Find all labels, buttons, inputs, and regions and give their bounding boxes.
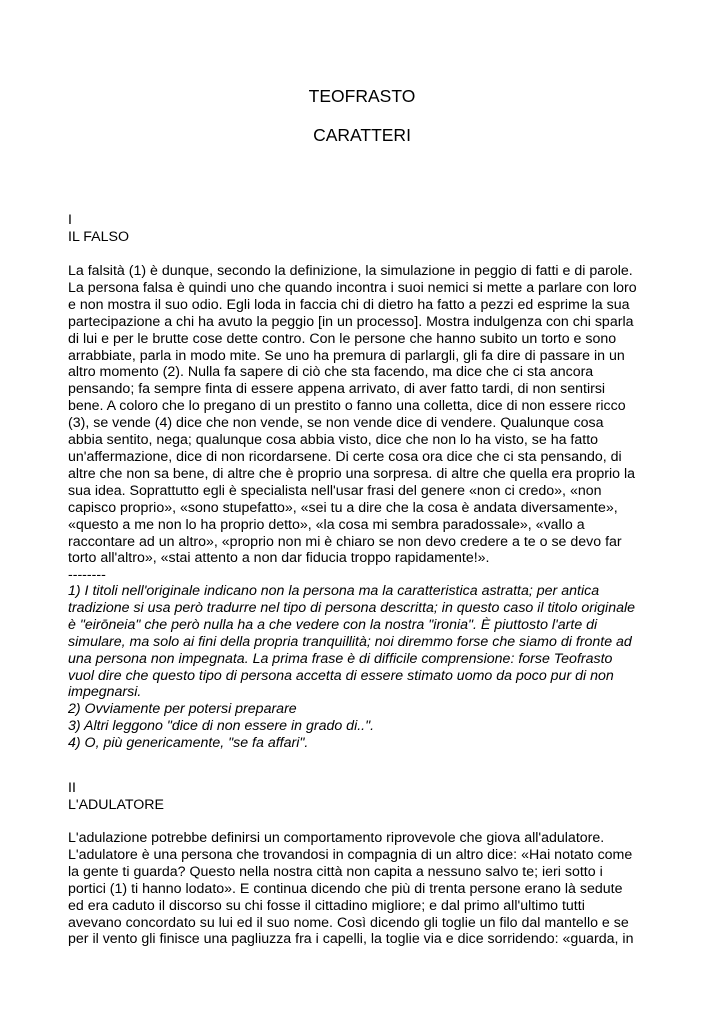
paragraph-line: La persona falsa è quindi uno che quando incontra i suoi nemici si mette a parlare con loro — [68, 279, 637, 296]
paragraph-line: un'affermazione, dice di non ricordarsene. Di certe cosa ora dice che ci sta pensando, di — [68, 448, 622, 465]
chapter-1-separator — [68, 567, 668, 584]
footnote-line: tradizione si usa però tradurre nel tipo di persona descritta; in questo caso il titolo originale — [68, 599, 636, 616]
chapter-2-heading: L'ADULATORE — [68, 796, 165, 813]
paragraph-line: la gente ti guarda? Questo nella nostra città non capita a nessuno salvo te; ieri sotto i — [68, 863, 603, 880]
paragraph-line: avevano concordato su lui ed il suo nome. Così dicendo gli toglie un filo dal mantello e se — [68, 914, 629, 931]
footnote-line: 3) Altri leggono "dice di non essere in grado di..". — [68, 718, 375, 735]
chapter-2-body — [68, 830, 668, 948]
chapter-1-number: I — [68, 212, 72, 228]
footnote-line: è "eirōneia" che però nulla ha a che vedere con la nostra "ironia". È piuttosto l'arte di — [68, 616, 598, 633]
paragraph-line: L'adulatore è una persona che trovandosi in compagnia di un altro dice: «Hai notato come — [68, 846, 633, 863]
paragraph-line: e non mostra il suo odio. Egli loda in faccia chi di dietro ha fatto a pezzi ed esprime la sua — [68, 296, 630, 313]
paragraph-line: sua idea. Soprattutto egli è specialista nell'usar frasi del genere «non ci credo», «non — [68, 482, 602, 499]
paragraph-line: (3), se vende (4) dice che non vende, se non vende dice di vendere. Qualunque cosa — [68, 415, 604, 432]
footnote-line: simulare, ma solo ai fini della propria tranquillità; noi diremmo forse che siamo di fronte ad — [68, 633, 632, 650]
paragraph-line: per il vento gli finisce una pagliuzza fra i capelli, la toglie via e dice sorridendo: «guarda, in — [68, 931, 634, 948]
paragraph-line: La falsità (1) è dunque, secondo la definizione, la simulazione in peggio di fatti e di parole. — [68, 263, 633, 279]
paragraph-line: partecipazione a chi ha avuto la peggio [in un processo]. Mostra indulgenza con chi sparla — [68, 313, 634, 330]
paragraph-line: torto all'altro», «stai attento a non dar fiducia troppo rapidamente!». — [68, 550, 490, 567]
paragraph-line: altre che non sa bene, di altre che è proprio una sorpresa. di altre che quella era proprio la — [68, 465, 636, 482]
paragraph-line: bene. A coloro che lo pregano di un prestito o fanno una colletta, dice di non essere ricco — [68, 398, 626, 415]
footnote-line: impegnarsi. — [68, 684, 142, 701]
paragraph-line: «questo a me non lo ha proprio detto», «la cosa mi sembra paradossale», «vallo a — [68, 516, 585, 533]
paragraph-line: raccontare ad un altro», «proprio non mi è chiaro se non devo credere a te o se devo far — [68, 533, 622, 550]
paragraph-line: pensando; fa sempre finta di essere appena arrivato, di aver fatto tardi, di non sentirsi — [68, 381, 606, 398]
chapter-1-notes — [68, 583, 668, 752]
document-title: CARATTERI — [313, 125, 411, 145]
paragraph-line: portici (1) ti hanno lodato». E continua dicendo che più di trenta persone erano là sedute — [68, 880, 623, 897]
chapter-2-number: II — [68, 780, 76, 796]
chapter-1-header — [68, 212, 668, 246]
footnote-line: una persona non impegnata. La prima frase è di difficile comprensione: forse Teofrasto — [68, 650, 613, 667]
footnote-line: 1) I titoli nell'originale indicano non la persona ma la caratteristica astratta; per antica — [68, 583, 600, 599]
paragraph-line: altro momento (2). Nulla fa sapere di ciò che sta facendo, ma dice che ci sta ancora — [68, 364, 594, 381]
footnote-line: 2) Ovviamente per potersi preparare — [68, 701, 297, 718]
chapter-1-heading: IL FALSO — [68, 228, 129, 245]
footnote-line: 4) O, più genericamente, "se fa affari". — [68, 735, 309, 752]
footnote-line: vuol dire che questo tipo di persona accetta di essere stimato uomo da poco pur di non — [68, 667, 614, 684]
paragraph-line: arrabbiate, parla in modo mite. Se uno ha premura di parlargli, gli fa dire di passare in un — [68, 347, 625, 364]
paragraph-line: di lui e per le brutte cose dette contro. Con le persone che hanno subito un torto e sono — [68, 330, 617, 347]
chapter-2-header — [68, 780, 668, 814]
paragraph-line: ed era caduto il discorso su chi fosse il cittadino migliore; e dal primo all'ultimo tutti — [68, 897, 585, 914]
notes-separator: -------- — [68, 567, 106, 583]
paragraph-line: L'adulazione potrebbe definirsi un comportamento riprovevole che giova all'adulatore. — [68, 830, 605, 846]
document-author: TEOFRASTO — [308, 86, 416, 106]
paragraph-line: abbia sentito, nega; qualunque cosa abbia visto, dice che non lo ha visto, se ha fatto — [68, 432, 599, 449]
chapter-1-body — [68, 263, 668, 567]
paragraph-line: capisco proprio», «sono stupefatto», «sei tu a dire che la cosa è andata diversamente», — [68, 499, 618, 516]
